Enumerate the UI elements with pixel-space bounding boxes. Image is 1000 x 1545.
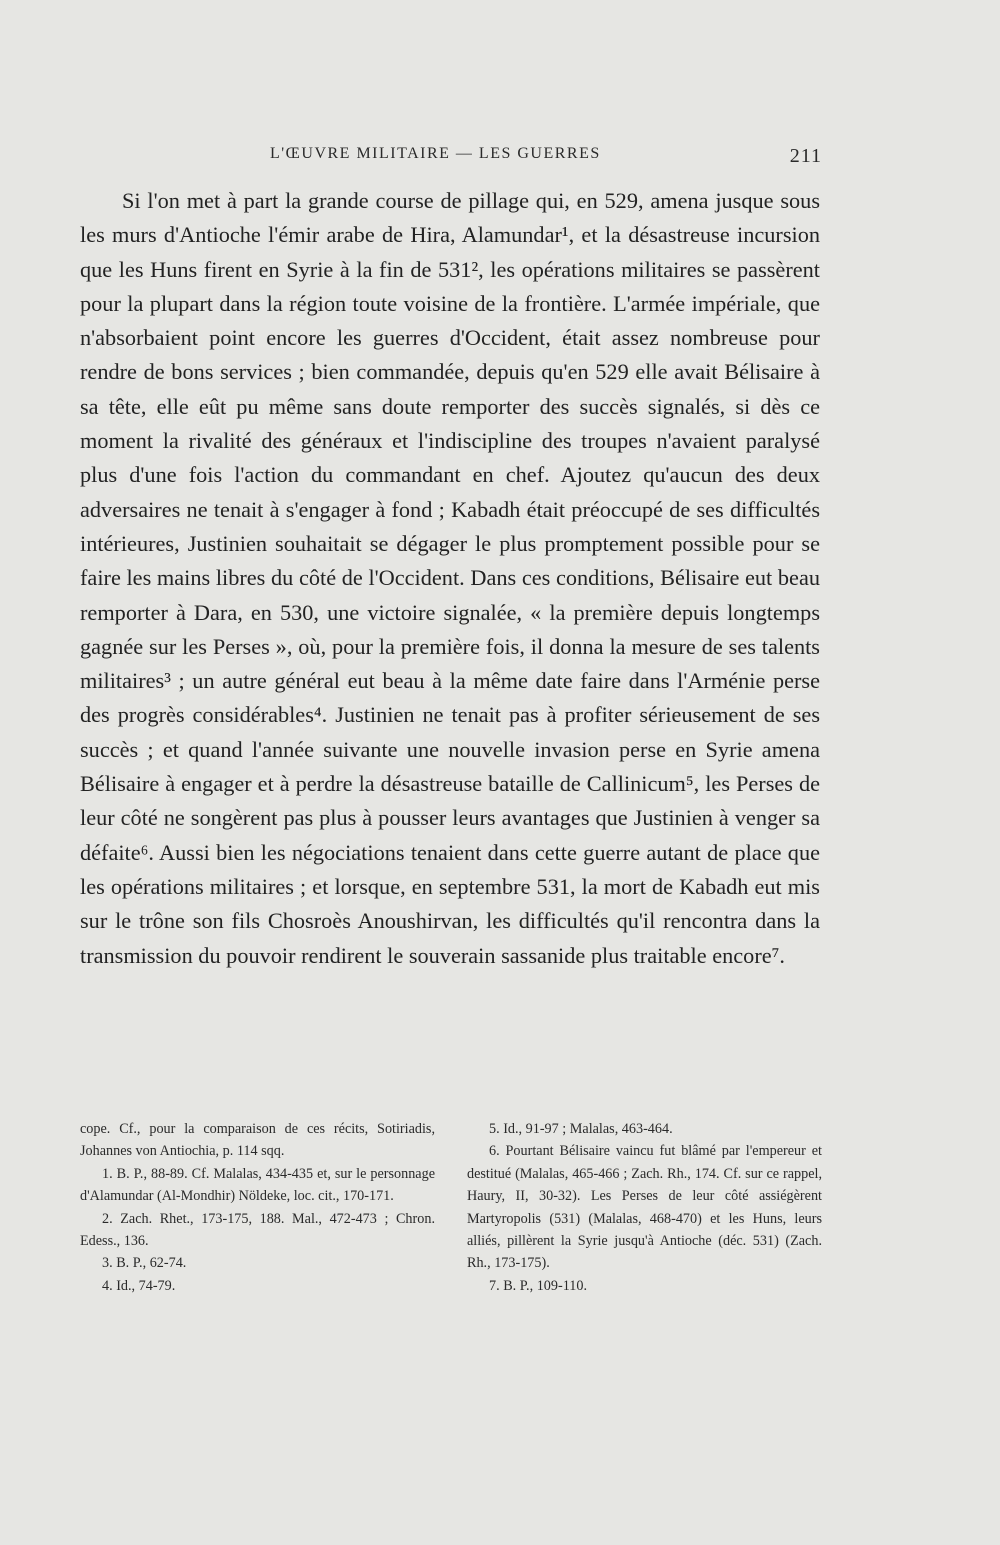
running-header [270,145,822,173]
footnote-1: 1. B. P., 88-89. Cf. Malalas, 434-435 et, sur le personnage d'Alamundar (Al-Mondhir) Nöldeke, loc. cit., 170-171. [80,1165,435,1205]
footnotes [80,1118,822,1358]
footnote-continuation: cope. Cf., pour la comparaison de ces récits, Sotiriadis, Johannes von Antiochia, p. 114 sqq. [80,1121,435,1160]
footnote-2: 2. Zach. Rhet., 173-175, 188. Mal., 472-473 ; Chron. Edess., 136. [80,1210,435,1250]
running-title: L'ŒUVRE MILITAIRE — LES GUERRES [270,145,601,162]
main-paragraph: Si l'on met à part la grande course de pillage qui, en 529, amena jusque sous les murs d'Antioche l'émir arabe de Hira, Alamundar¹, et la désastreuse incursion que les Huns firent en Syrie à la fin de 531², les opérations militaires se passèrent pour la plupart dans la région toute voisine de la frontière. L'armée impériale, que n'absorbaient point encore les guerres d'Occident, était assez nombreuse pour rendre de bons services ; bien commandée, depuis qu'en 529 elle avait Bélisaire à sa tête, elle eût pu même sans doute remporter des succès signalés, si dès ce moment la rivalité des généraux et l'indiscipline des troupes n'avaient paralysé plus d'une fois l'action du commandant en chef. Ajoutez qu'aucun des deux adversaires ne tenait à s'engager à fond ; Kabadh était préoccupé de ses difficultés intérieures, Justinien souhaitait se dégager le plus promptement possible pour se faire les mains libres du côté de l'Occident. Dans ces conditions, Bélisaire eut beau remporter à Dara, en 530, une victoire signalée, « la première depuis longtemps gagnée sur les Perses », où, pour la première fois, il donna la mesure de ses talents militaires³ ; un autre général eut beau à la même date faire dans l'Arménie perse des progrès considérables⁴. Justinien ne tenait pas à profiter sérieusement de ses succès ; et quand l'année suivante une nouvelle invasion perse en Syrie amena Bélisaire à engager et à perdre la désastreuse bataille de Callinicum⁵, les Perses de leur côté ne songèrent pas plus à pousser leurs avantages que Justinien à venger sa défaite⁶. Aussi bien les négociations tenaient dans cette guerre autant de place que les opérations militaires ; et lorsque, en septembre 531, la mort de Kabadh eut mis sur le trône son fils Chosroès Anoushirvan, les difficultés qu'il rencontra dans la transmission du pouvoir rendirent le souverain sassanide plus traitable encore⁷. [80,188,820,968]
page-number: 211 [789,145,822,167]
footnote-7: 7. B. P., 109-110. [489,1277,588,1294]
footnotes-left-column [80,1118,435,1297]
footnote-3: 3. B. P., 62-74. [102,1255,187,1272]
footnote-5: 5. Id., 91-97 ; Malalas, 463-464. [489,1121,673,1137]
footnotes-right-column [467,1118,822,1297]
footnote-6: 6. Pourtant Bélisaire vaincu fut blâmé par l'empereur et destitué (Malalas, 465-466 ; Zach. Rh., 174. Cf. sur ce rappel, Haury, II, 30-32). Les Perses de leur côté assiégèrent Martyropolis (531) (Malalas, 468-470) et les Huns, leurs alliés, pillèrent la Syrie jusqu'à Antioche (déc. 531) (Zach. Rh., 173-175). [467,1143,822,1272]
footnote-4: 4. Id., 74-79. [102,1277,176,1294]
